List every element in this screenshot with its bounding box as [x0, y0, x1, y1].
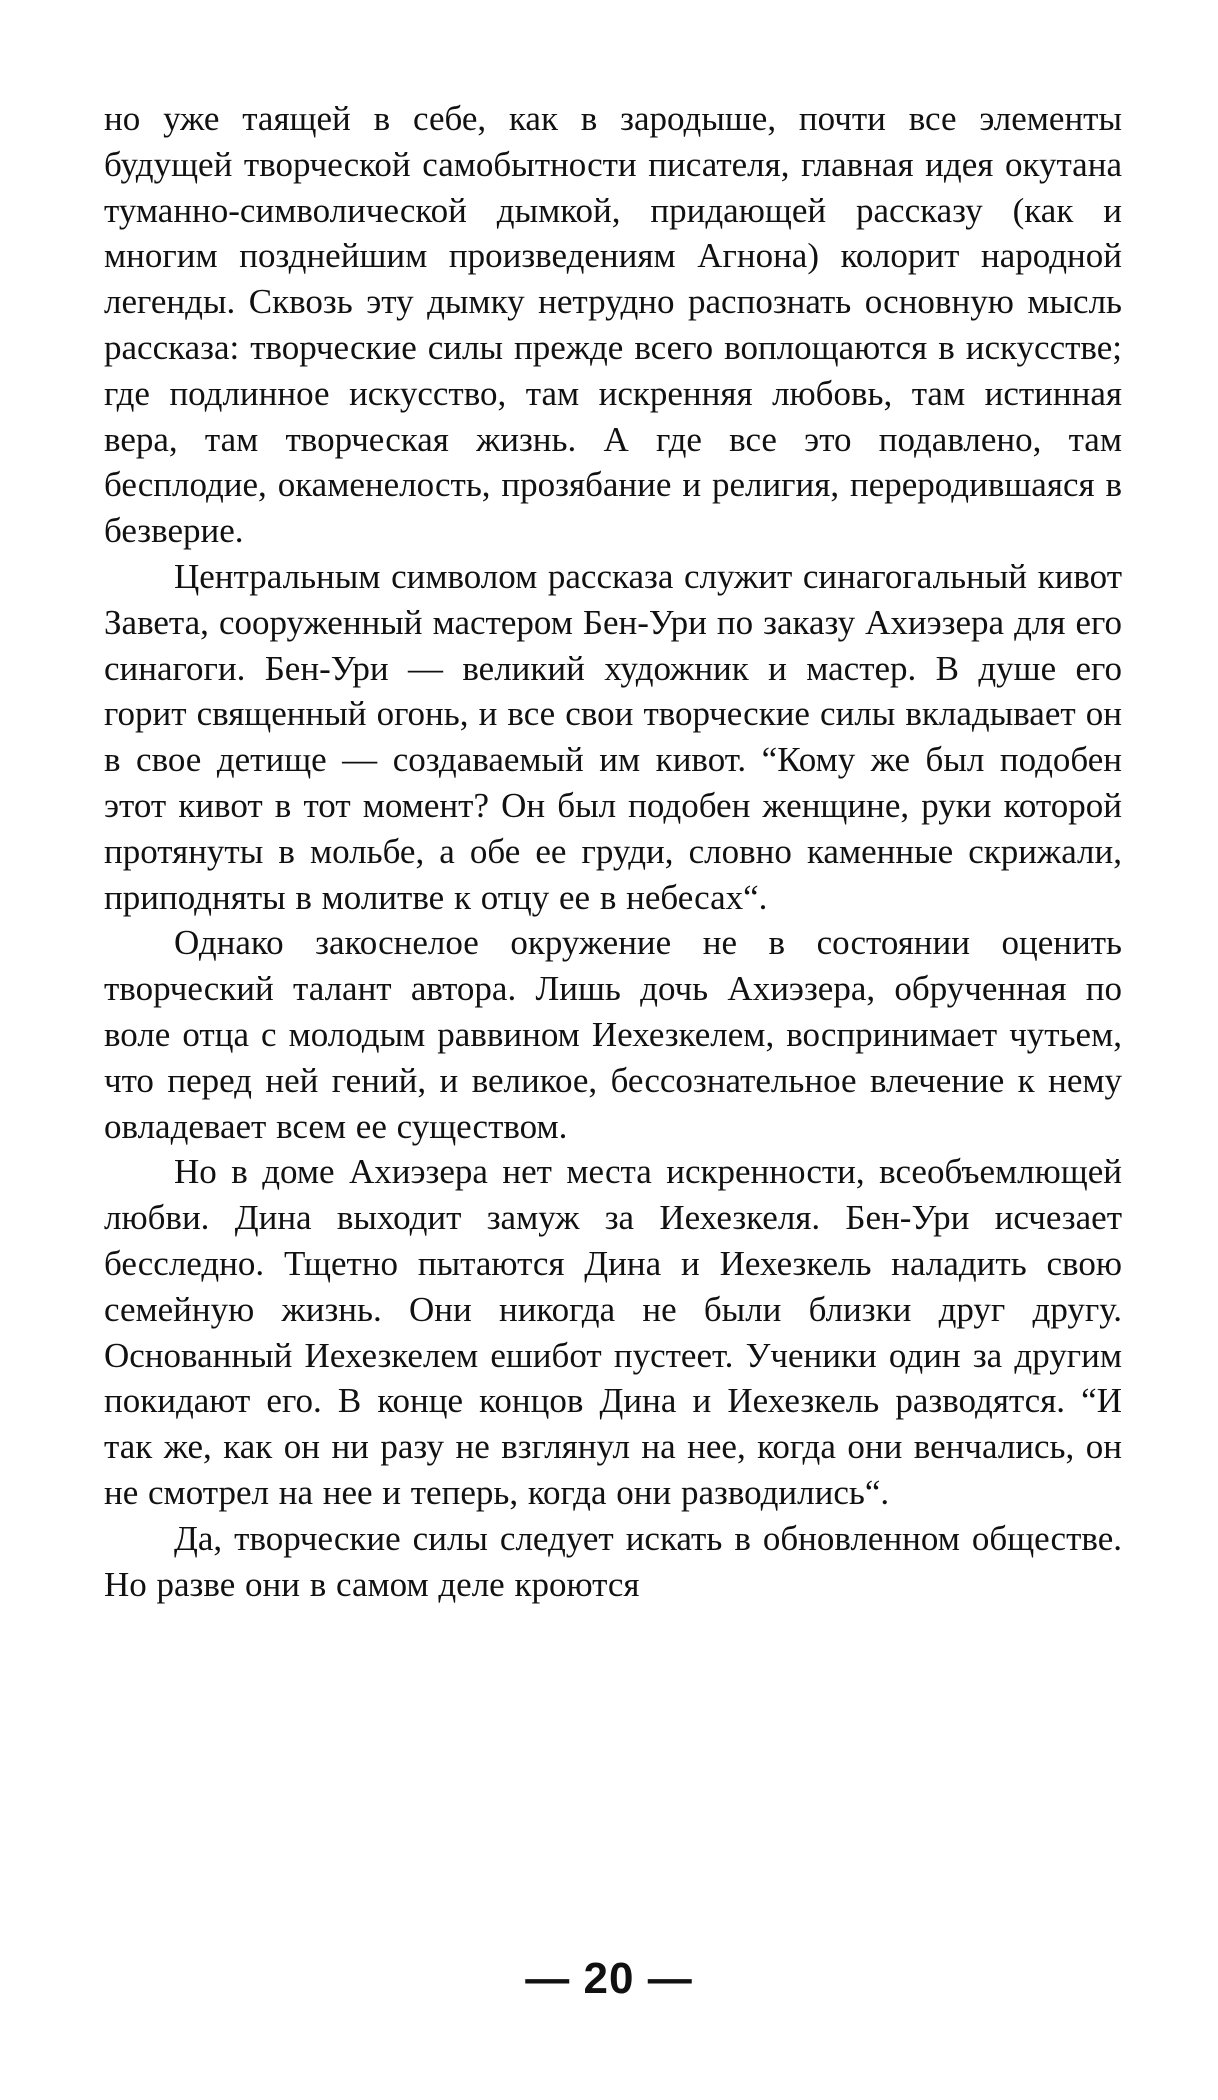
page-body	[104, 96, 1122, 1607]
paragraph-continuation: но уже таящей в себе, как в зародыше, почти все элементы будущей творческой самобытности писателя, главная идея окутана туманно-символической дымкой, придающей рассказу (как и многим позднейшим произведениям Агнона) колорит народной легенды. Сквозь эту дымку нетрудно распознать основную мысль рассказа: творческие силы прежде всего воплощаются в искусстве; где подлинное искусство, там искренняя любовь, там истинная вера, там творческая жизнь. А где все это подавлено, там бесплодие, окаменелость, прозябание и религия, переродившаяся в безверие.	[104, 99, 1122, 551]
paragraph-ahiezer-house: Но в доме Ахиэзера нет места искренности, всеобъемлющей любви. Дина выходит замуж за Иехезкеля. Бен-Ури исчезает бесследно. Тщетно пытаются Дина и Иехезкель наладить свою семейную жизнь. Они никогда не были близки друг другу. Основанный Иехезкелем ешибот пустеет. Ученики один за другим покидают его. В конце концов Дина и Иехезкель разводятся. “И так же, как он ни разу не взглянул на нее, когда они венчались, он не смотрел на нее и теперь, когда они разводились“.	[104, 1152, 1122, 1512]
page-number: — 20 —	[525, 1954, 693, 2003]
paragraph-environment: Однако закоснелое окружение не в состоянии оценить творческий талант автора. Лишь дочь Ахиэзера, обрученная по воле отца с молодым раввином Иехезкелем, воспринимает чутьем, что перед ней гений, и великое, бессознательное влечение к нему овладевает всем ее существом.	[104, 923, 1122, 1146]
paragraph-renewed-society: Да, творческие силы следует искать в обновленном обществе. Но разве они в самом деле кроются	[104, 1518, 1122, 1604]
paragraph-ark-symbol: Центральным символом рассказа служит синагогальный кивот Завета, сооруженный мастером Бен-Ури по заказу Ахиэзера для его синагоги. Бен-Ури — великий художник и мастер. В душе его горит священный огонь, и все свои творческие силы вкладывает он в свое детище — создаваемый им кивот. “Кому же был подобен этот кивот в тот момент? Он был подобен женщине, руки которой протянуты в мольбе, а обе ее груди, словно каменные скрижали, приподняты в молитве к отцу ее в небесах“.	[104, 556, 1122, 917]
